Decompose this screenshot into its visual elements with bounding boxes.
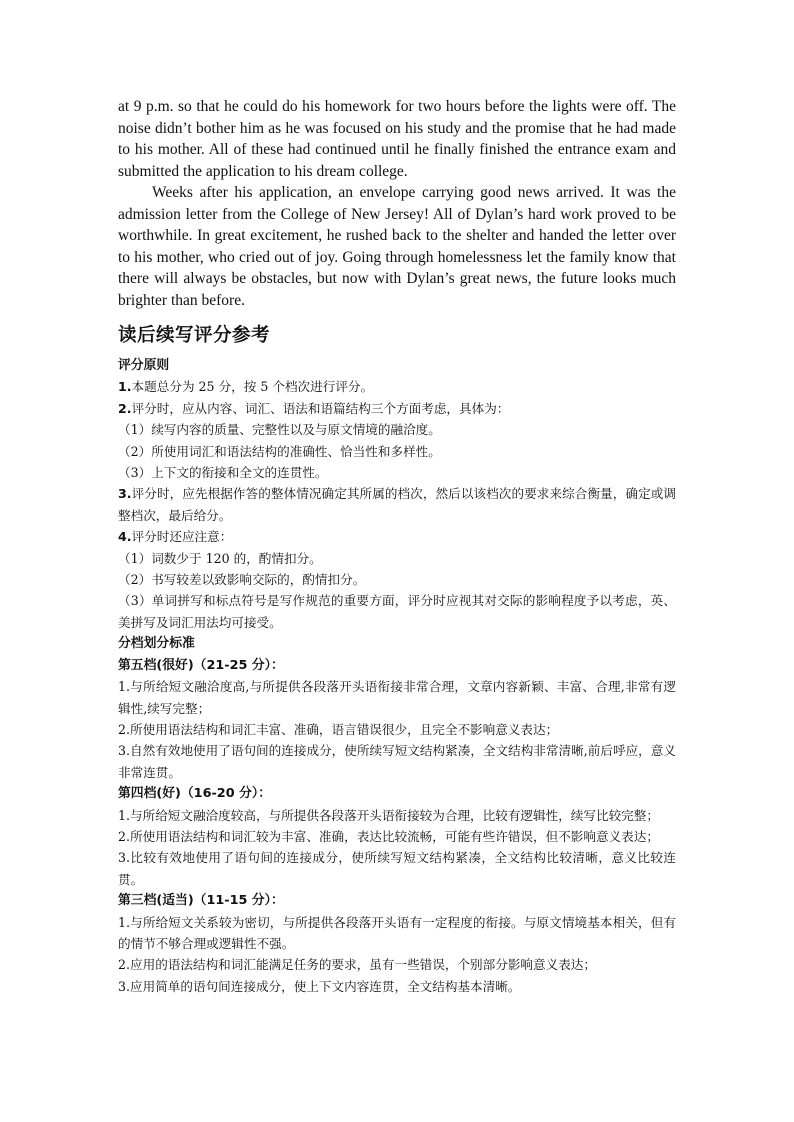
level-criterion: 3.自然有效地使用了语句间的连接成分，使所续写短文结构紧凑，全文结构非常清晰,前后呼应，意义非常连贯。 <box>118 743 676 780</box>
level-criterion: 1.与所给短文融洽度高,与所提供各段落开头语衔接非常合理，文章内容新颖、丰富、合理,非常有逻辑性,续写完整； <box>118 679 676 716</box>
principle-subitem: （3）单词拼写和标点符号是写作规范的重要方面，评分时应视其对交际的影响程度予以考虑，英、美拼写及词汇用法均可接受。 <box>118 593 676 630</box>
passage-paragraph-1: at 9 p.m. so that he could do his homework for two hours before the lights were off. The noise didn’t bother him as he was focused on his study and the promise that he had made to his mother. All of these had continued until he finally finished the entrance exam and submitted the application to his dream college. <box>118 98 676 180</box>
level-criterion: 2.所使用语法结构和词汇丰富、准确，语言错误很少，且完全不影响意义表达； <box>118 721 559 737</box>
principle-item: 3.评分时，应先根据作答的整体情况确定其所属的档次，然后以该档次的要求来综合衡量，确定或调整档次，最后给分。 <box>118 486 676 523</box>
principle-subitem: （2）书写较差以致影响交际的，酌情扣分。 <box>118 572 366 588</box>
level-criterion: 2.所使用语法结构和词汇较为丰富、准确，表达比较流畅，可能有些许错误，但不影响意义表达； <box>118 828 659 844</box>
principle-item: 2.评分时，应从内容、词汇、语法和语篇结构三个方面考虑，具体为： <box>118 400 510 416</box>
principles-list <box>118 376 676 633</box>
level-criterion: 1.与所给短文关系较为密切，与所提供各段落开头语有一定程度的衔接。与原文情境基本相关，但有的情节不够合理或逻辑性不强。 <box>118 914 676 951</box>
document-content <box>118 96 676 997</box>
level-criterion: 2.应用的语法结构和词汇能满足任务的要求，虽有一些错误，个别部分影响意义表达； <box>118 957 596 973</box>
standards-heading: 分档划分标准 <box>118 636 195 652</box>
level-criterion: 3.应用简单的语句间连接成分，使上下文内容连贯，全文结构基本清晰。 <box>118 978 521 994</box>
level-three <box>118 890 676 997</box>
level-heading: 第三档(适当)（11-15 分）： <box>118 893 284 909</box>
level-heading: 第四档(好)（16-20 分）： <box>118 786 272 802</box>
level-four <box>118 783 676 890</box>
level-criterion: 3.比较有效地使用了语句间的连接成分，使所续写短文结构紧凑，全文结构比较清晰，意义比较连贯。 <box>118 850 676 887</box>
principle-item: 1.本题总分为 25 分，按 5 个档次进行评分。 <box>118 379 374 395</box>
level-criterion: 1.与所给短文融洽度较高，与所提供各段落开头语衔接较为合理，比较有逻辑性，续写比较完整； <box>118 807 659 823</box>
principle-subitem: （3）上下文的衔接和全文的连贯性。 <box>118 465 328 481</box>
section-title: 读后续写评分参考 <box>118 325 271 346</box>
principle-item: 4.评分时还应注意： <box>118 529 233 545</box>
passage-paragraph-2: Weeks after his application, an envelope carrying good news arrived. It was the admission letter from the College of New Jersey! All of Dylan’s hard work proved to be worthwhile. In great excitement, he rushed back to the shelter and handed the letter over to his mother, who cried out of joy. Going through homelessness let the family know that there will always be obstacles, but now with Dylan’s great news, the future looks much brighter than before. <box>118 184 676 309</box>
level-five <box>118 655 676 783</box>
level-heading: 第五档(很好)（21-25 分）： <box>118 657 284 673</box>
principle-subitem: （1）词数少于 120 的，酌情扣分。 <box>118 550 322 566</box>
principle-subitem: （2）所使用词汇和语法结构的准确性、恰当性和多样性。 <box>118 443 441 459</box>
principles-heading: 评分原则 <box>118 358 170 373</box>
principle-subitem: （1）续写内容的质量、完整性以及与原文情境的融洽度。 <box>118 422 441 438</box>
